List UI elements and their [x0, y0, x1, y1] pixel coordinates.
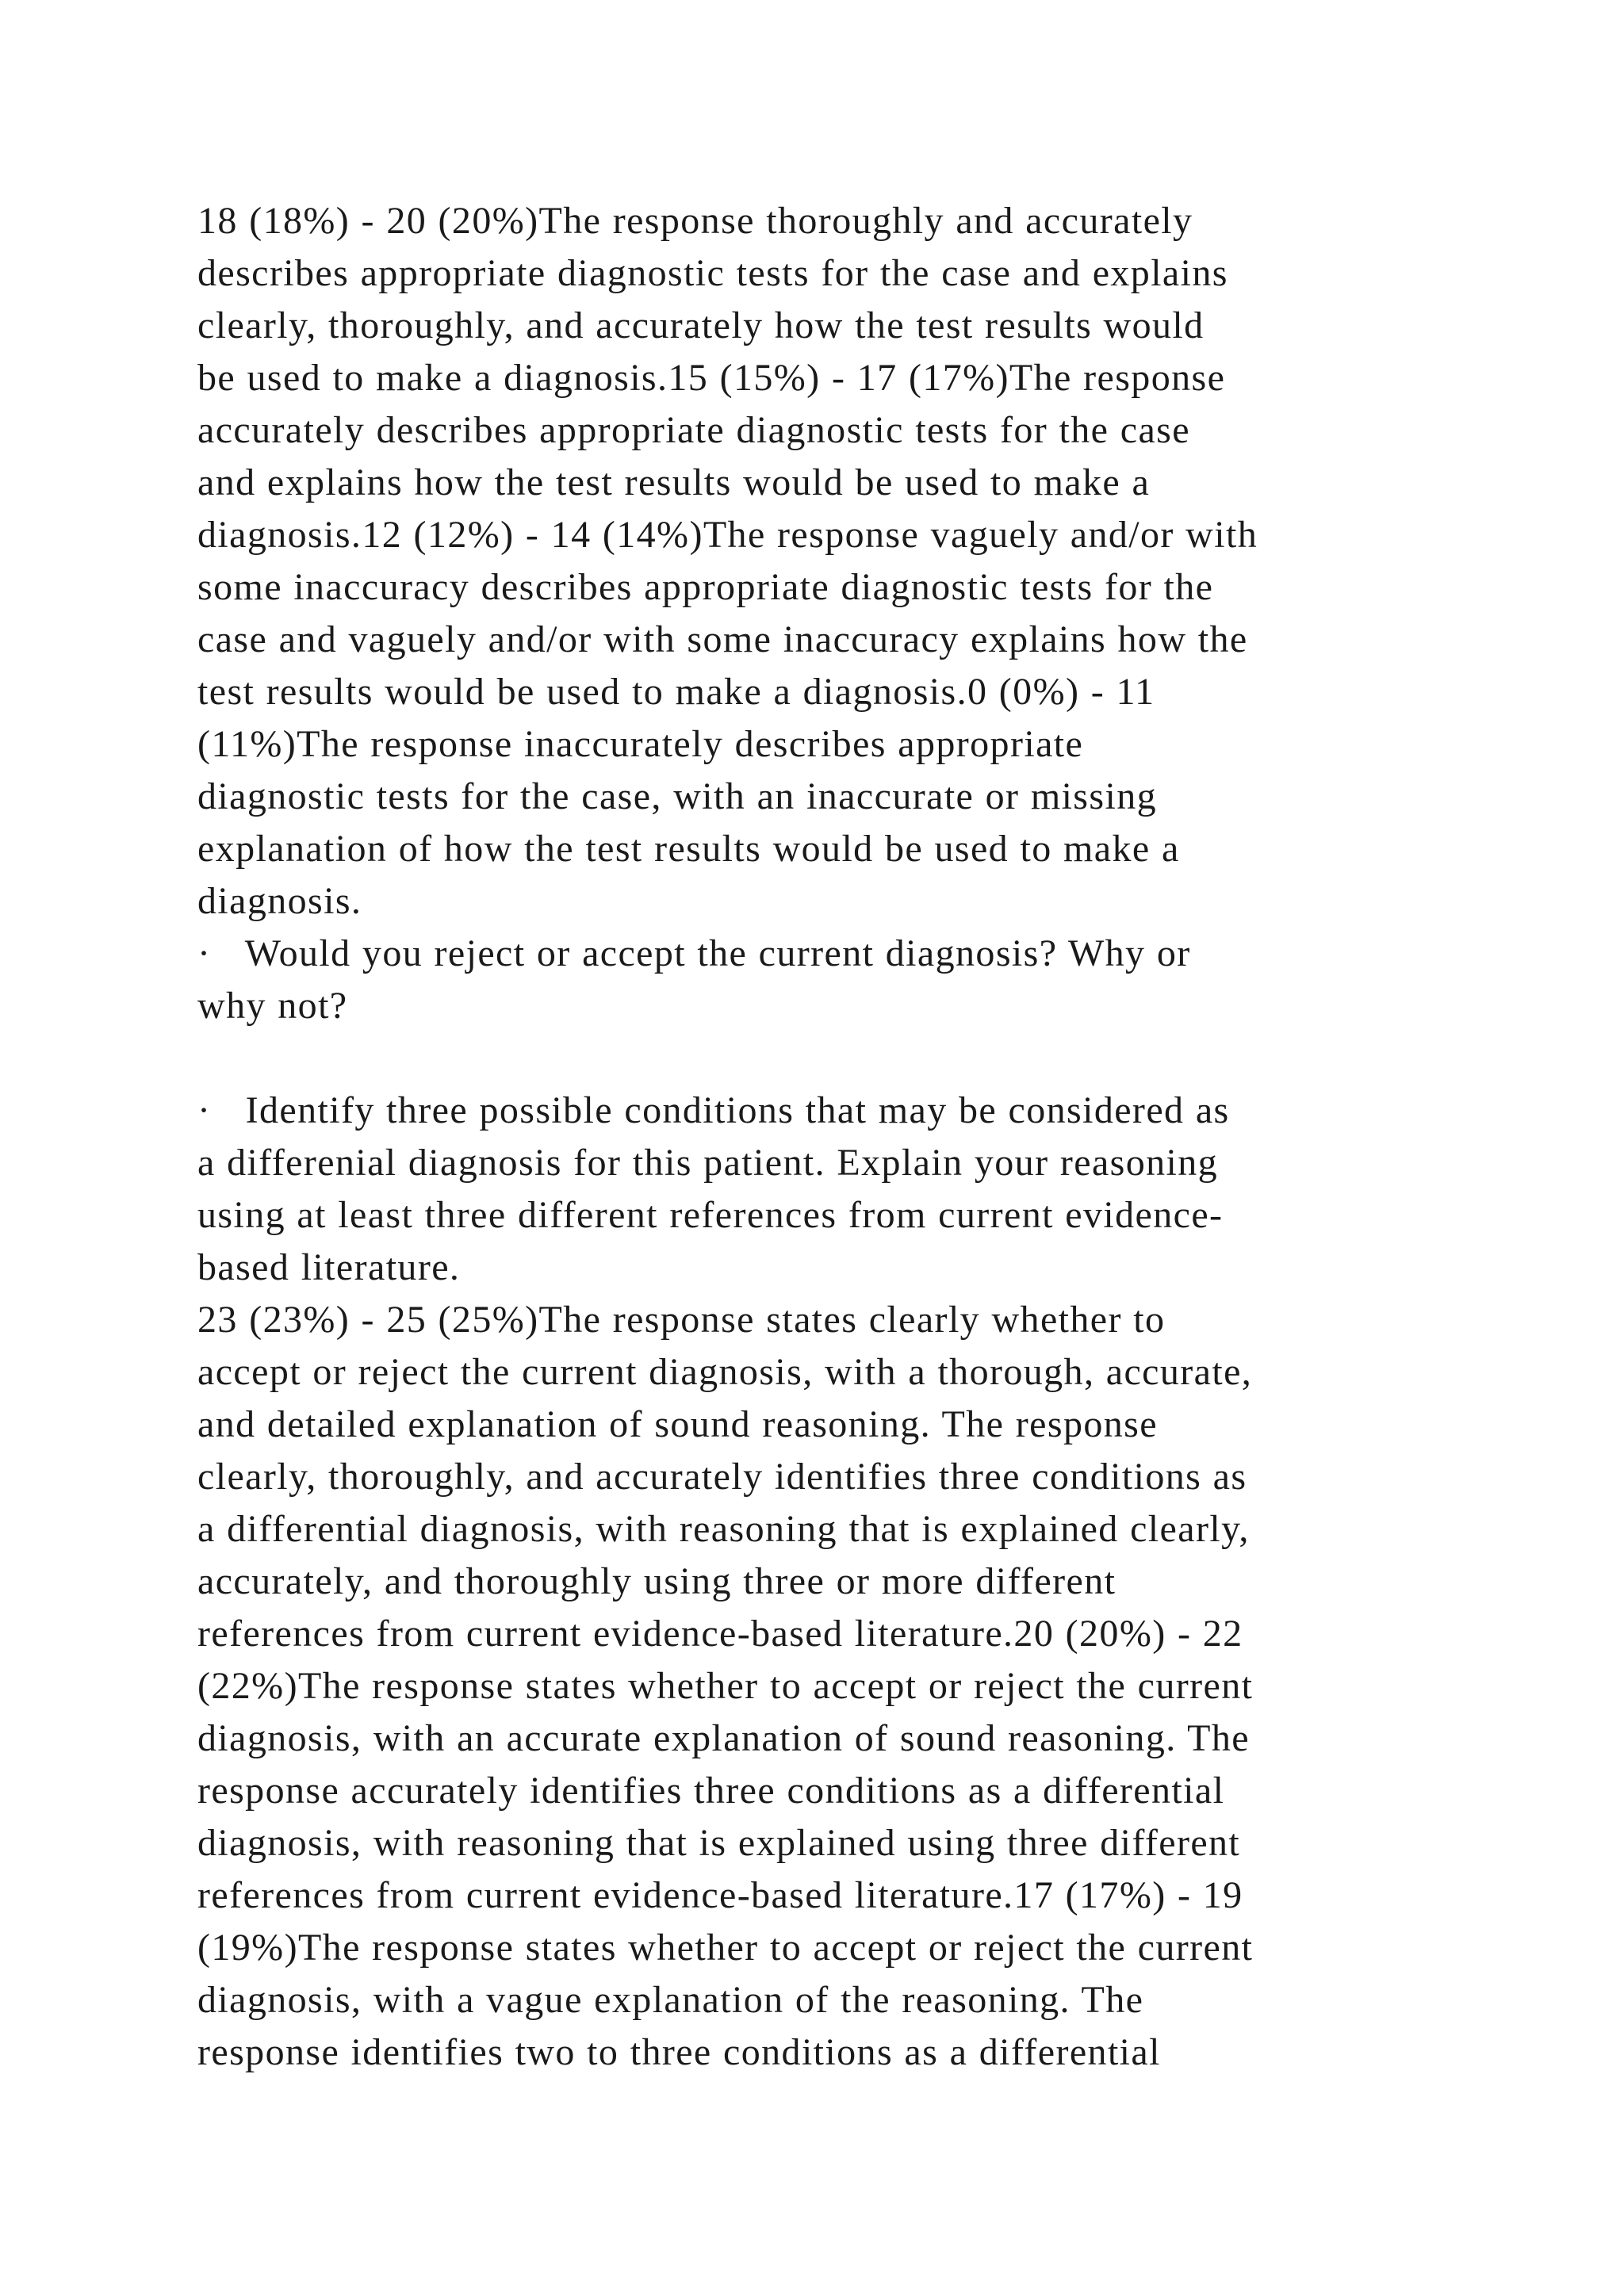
text-line: accurately, and thoroughly using three or more different — [197, 1560, 1116, 1602]
text-line: a differential diagnosis, with reasoning that is explained clearly, — [197, 1508, 1250, 1550]
text-line: diagnosis, with reasoning that is explained using three different — [197, 1822, 1241, 1864]
text-line: 23 (23%) - 25 (25%)The response states clearly whether to — [197, 1299, 1166, 1341]
text-line: explanation of how the test results would be used to make a — [197, 828, 1180, 870]
text-line: accurately describes appropriate diagnostic tests for the case — [197, 409, 1190, 451]
text-line: and detailed explanation of sound reasoning. The response — [197, 1403, 1158, 1445]
text-line: diagnosis.12 (12%) - 14 (14%)The response vaguely and/or with — [197, 514, 1258, 556]
text-line: references from current evidence-based literature.17 (17%) - 19 — [197, 1874, 1243, 1916]
blank-line — [197, 1032, 1466, 1085]
text-line: (11%)The response inaccurately describes appropriate — [197, 723, 1084, 765]
text-line: accept or reject the current diagnosis, with a thorough, accurate, — [197, 1351, 1253, 1393]
text-line: test results would be used to make a diagnosis.0 (0%) - 11 — [197, 671, 1155, 713]
text-line: diagnosis, with a vague explanation of the reasoning. The — [197, 1979, 1144, 2021]
text-line: describes appropriate diagnostic tests for the case and explains — [197, 252, 1228, 294]
text-line: diagnosis, with an accurate explanation of sound reasoning. The — [197, 1717, 1250, 1759]
bullet-question-line: · Would you reject or accept the current diagnosis? Why or — [197, 932, 1191, 974]
document-body — [197, 195, 1466, 2079]
text-line: diagnostic tests for the case, with an inaccurate or missing — [197, 775, 1158, 817]
text-line: clearly, thoroughly, and accurately how the test results would — [197, 304, 1205, 346]
text-line: based literature. — [197, 1246, 461, 1288]
text-line: clearly, thoroughly, and accurately identifies three conditions as — [197, 1456, 1247, 1498]
text-line: response accurately identifies three conditions as a differential — [197, 1770, 1225, 1812]
bullet-question-line: · Identify three possible conditions that may be considered as — [197, 1089, 1230, 1131]
text-line: diagnosis. — [197, 880, 362, 922]
text-line: some inaccuracy describes appropriate diagnostic tests for the — [197, 566, 1214, 608]
text-line: using at least three different references from current evidence- — [197, 1194, 1224, 1236]
text-line: be used to make a diagnosis.15 (15%) - 17 (17%)The response — [197, 357, 1226, 399]
text-line: response identifies two to three conditions as a differential — [197, 2031, 1161, 2073]
text-line: a differenial diagnosis for this patient. Explain your reasoning — [197, 1142, 1219, 1184]
text-line: and explains how the test results would be used to make a — [197, 461, 1151, 503]
text-line: 18 (18%) - 20 (20%)The response thoroughly and accurately — [197, 200, 1193, 242]
text-line: case and vaguely and/or with some inaccuracy explains how the — [197, 618, 1248, 660]
text-line: (19%)The response states whether to accept or reject the current — [197, 1927, 1254, 1969]
text-line: (22%)The response states whether to accept or reject the current — [197, 1665, 1254, 1707]
text-line: why not? — [197, 985, 348, 1027]
text-line: references from current evidence-based literature.20 (20%) - 22 — [197, 1613, 1243, 1655]
